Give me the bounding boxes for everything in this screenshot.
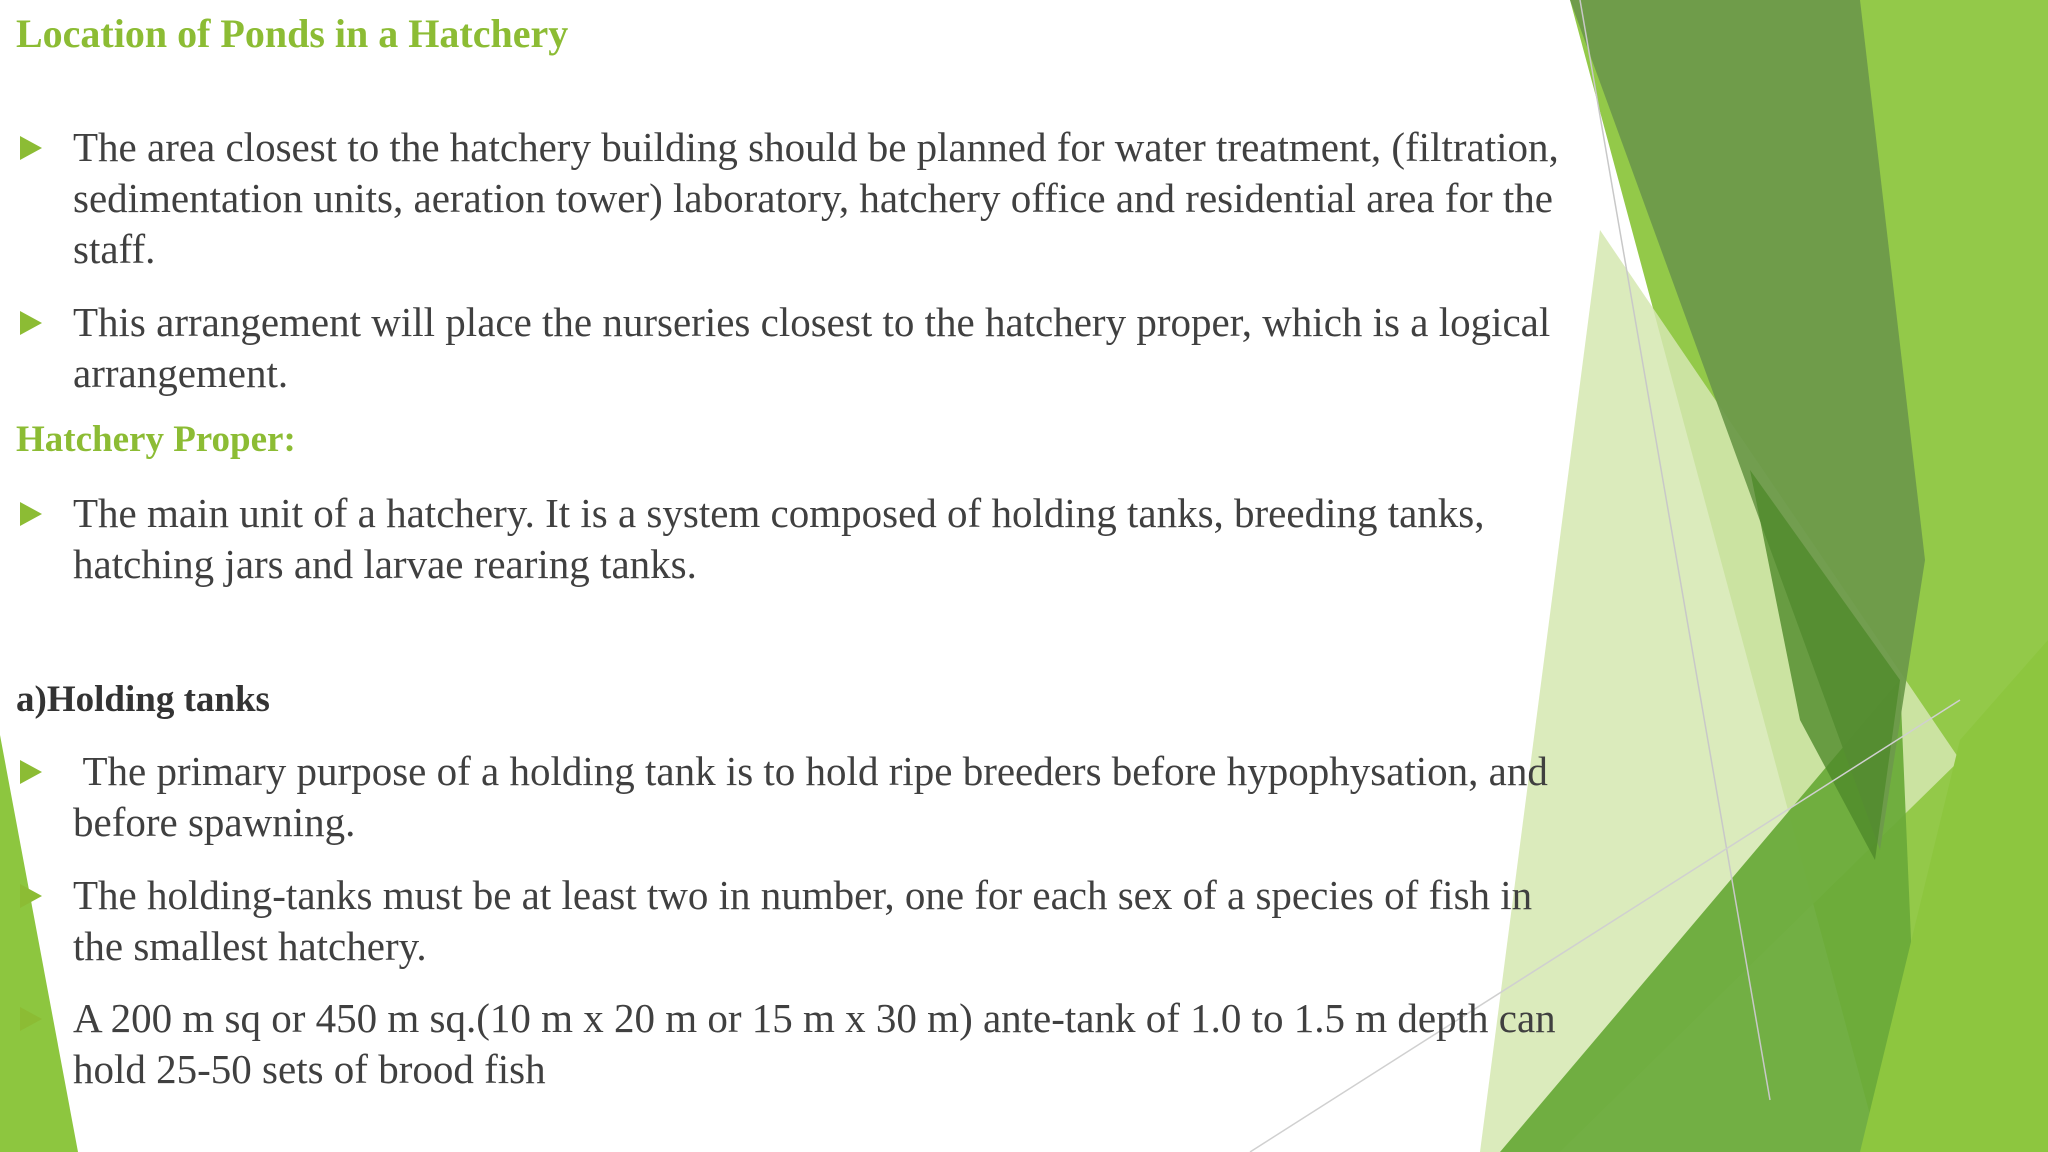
- bullet-line: The primary purpose of a holding tank is to hold ripe breeders before hypophysation, and: [73, 748, 1548, 794]
- bullet-line: A 200 m sq or 450 m sq.(10 m x 20 m or 15 m x 30 m) ante-tank of 1.0 to 1.5 m depth can: [73, 995, 1556, 1041]
- left-green-sliver: [0, 735, 78, 1152]
- bullet-text: [73, 122, 1633, 275]
- bullet-triangle-icon: [20, 502, 42, 526]
- bullet-triangle-icon: [20, 884, 42, 908]
- bullet-line: The area closest to the hatchery building should be planned for water treatment, (filtration,: [73, 124, 1559, 170]
- bullet-triangle-icon: [20, 136, 42, 160]
- bullet-text: [73, 488, 1633, 590]
- bullet-line: hatching jars and larvae rearing tanks.: [73, 541, 697, 587]
- section-heading-holding-tanks: a)Holding tanks: [16, 679, 270, 720]
- bullet-text: [73, 993, 1633, 1095]
- bullet-text: [73, 870, 1633, 972]
- bullet-triangle-icon: [20, 1007, 42, 1031]
- bullet-triangle-icon: [20, 311, 42, 335]
- bullet-text: [73, 297, 1633, 399]
- bullet-line: sedimentation units, aeration tower) laboratory, hatchery office and residential area for the: [73, 175, 1553, 221]
- bullet-line: The main unit of a hatchery. It is a system composed of holding tanks, breeding tanks,: [73, 490, 1485, 536]
- bullet-text: [73, 746, 1633, 848]
- bullet-line: arrangement.: [73, 350, 289, 396]
- bullet-line: staff.: [73, 226, 156, 272]
- bullet-line: hold 25-50 sets of brood fish: [73, 1046, 546, 1092]
- bullet-line: before spawning.: [73, 799, 356, 845]
- bullet-line: the smallest hatchery.: [73, 923, 427, 969]
- bullet-triangle-icon: [20, 760, 42, 784]
- slide-title: Location of Ponds in a Hatchery: [16, 11, 569, 56]
- section-heading-hatchery-proper: Hatchery Proper:: [16, 419, 296, 460]
- bullet-line: This arrangement will place the nurseries closest to the hatchery proper, which is a logical: [73, 299, 1551, 345]
- bullet-line: The holding-tanks must be at least two in number, one for each sex of a species of fish in: [73, 872, 1533, 918]
